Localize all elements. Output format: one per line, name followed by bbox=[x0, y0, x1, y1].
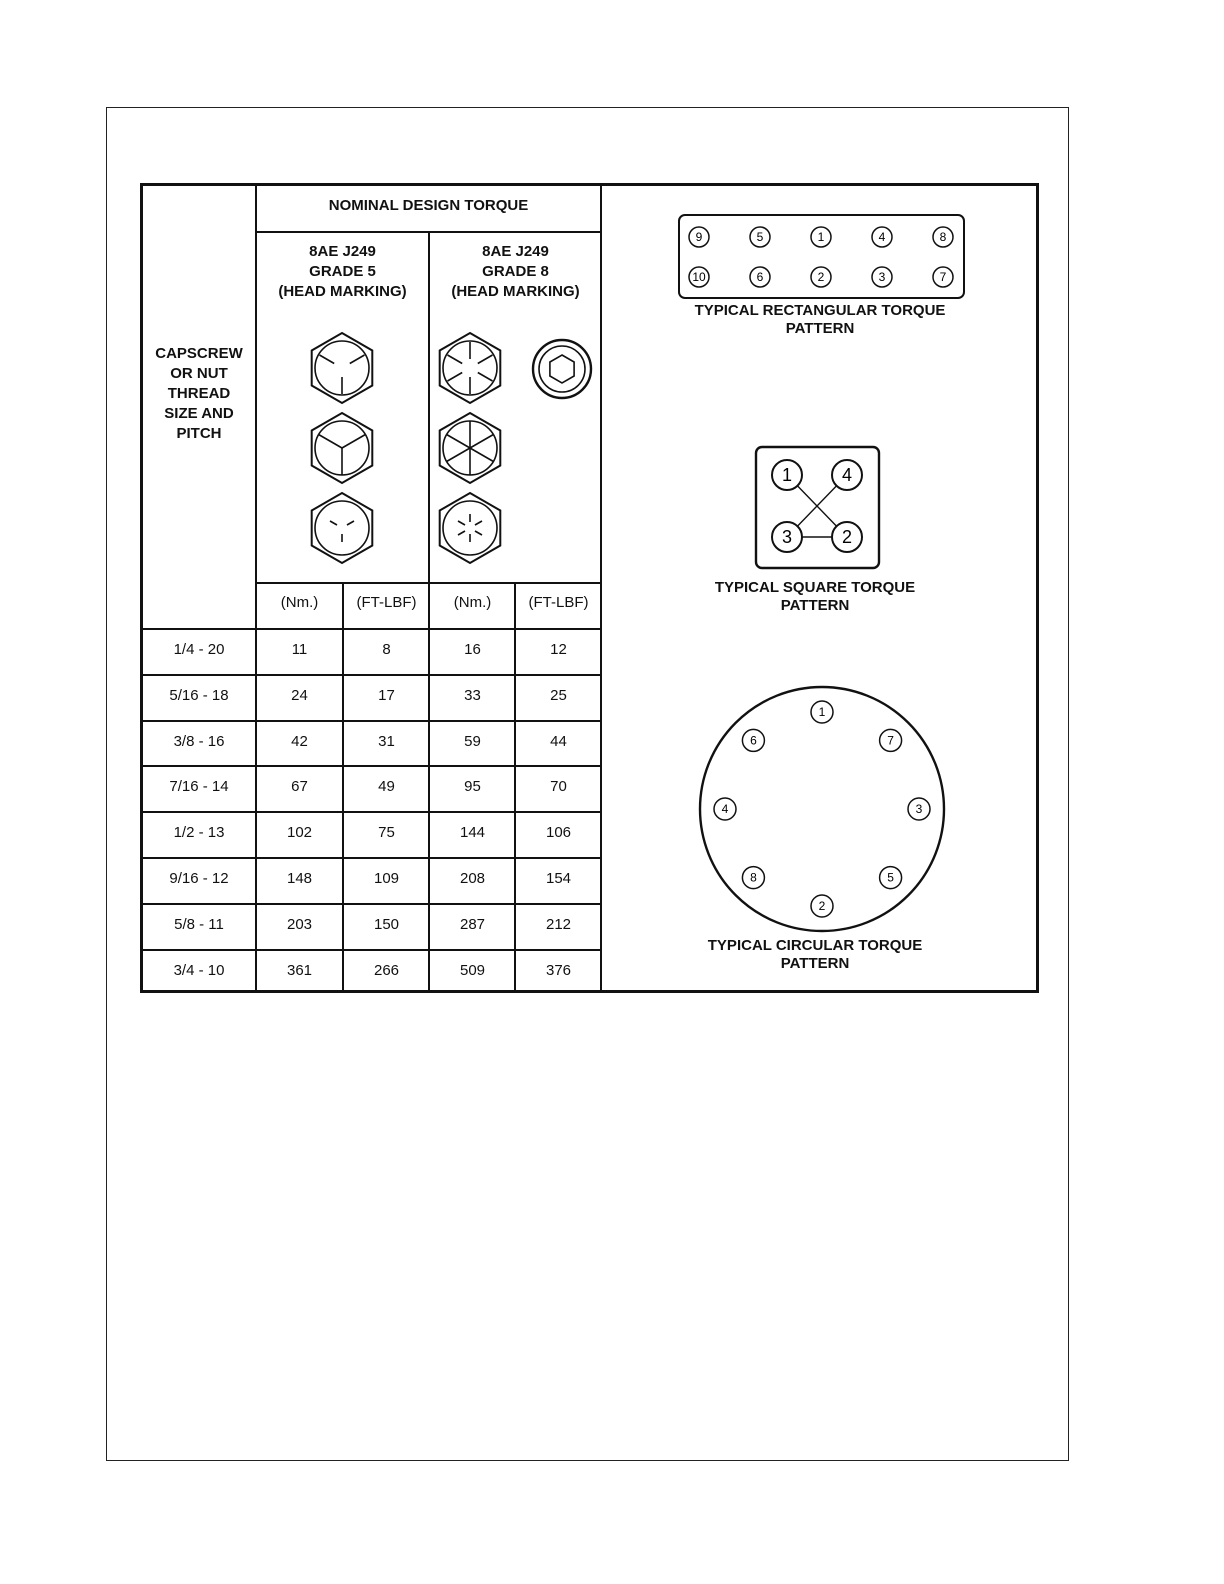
torque-figure bbox=[140, 183, 1039, 993]
hex-bolt-six-dash-marks-icon bbox=[437, 492, 503, 564]
bolt-position-5 bbox=[750, 227, 770, 247]
bolt-position-1 bbox=[772, 460, 802, 490]
square-pattern-label: TYPICAL SQUARE TORQUE PATTERN bbox=[714, 579, 916, 614]
torque-value-cell: 203 bbox=[286, 915, 313, 933]
bolt-position-6 bbox=[742, 729, 764, 751]
row-divider bbox=[143, 628, 602, 630]
svg-text:5: 5 bbox=[887, 870, 894, 885]
torque-value-cell: 44 bbox=[550, 732, 567, 750]
bolt-position-8 bbox=[933, 227, 953, 247]
svg-text:9: 9 bbox=[695, 230, 703, 244]
torque-value-cell: 70 bbox=[550, 778, 567, 796]
row-divider bbox=[143, 949, 602, 951]
hex-bolt-six-lines-icon bbox=[437, 412, 503, 484]
torque-value-cell: 212 bbox=[545, 915, 572, 933]
hex-bolt-six-radial-marks-icon bbox=[437, 332, 503, 404]
bolt-position-10 bbox=[689, 267, 709, 287]
torque-value-cell: 33 bbox=[464, 686, 481, 704]
svg-text:8: 8 bbox=[939, 230, 947, 244]
svg-text:7: 7 bbox=[939, 270, 947, 284]
thread-size-cell: 5/8 - 11 bbox=[174, 915, 224, 933]
rectangular-torque-pattern-diagram bbox=[677, 213, 967, 301]
torque-value-cell: 49 bbox=[378, 778, 395, 796]
bolt-position-6 bbox=[750, 267, 770, 287]
bolt-position-8 bbox=[742, 867, 764, 889]
bolt-position-2 bbox=[832, 522, 862, 552]
bolt-position-2 bbox=[811, 267, 831, 287]
svg-text:2: 2 bbox=[817, 270, 825, 284]
torque-value-cell: 59 bbox=[464, 732, 481, 750]
torque-value-cell: 24 bbox=[291, 686, 308, 704]
square-torque-pattern-diagram bbox=[754, 445, 882, 571]
svg-text:8: 8 bbox=[750, 870, 757, 885]
circular-torque-pattern-diagram bbox=[697, 684, 947, 934]
torque-value-cell: 150 bbox=[373, 915, 400, 933]
svg-text:1: 1 bbox=[818, 705, 826, 719]
svg-text:4: 4 bbox=[721, 802, 729, 816]
torque-value-cell: 67 bbox=[291, 778, 308, 796]
torque-value-cell: 148 bbox=[286, 870, 313, 887]
torque-value-cell: 12 bbox=[550, 641, 567, 658]
thread-size-cell: 5/16 - 18 bbox=[169, 686, 229, 704]
thread-size-cell: 7/16 - 14 bbox=[169, 778, 229, 796]
torque-value-cell: 144 bbox=[459, 824, 486, 842]
bolt-position-4 bbox=[714, 798, 736, 820]
bolt-position-2 bbox=[811, 895, 833, 917]
bolt-position-7 bbox=[880, 729, 902, 751]
bolt-position-5 bbox=[880, 867, 902, 889]
bolt-position-3 bbox=[908, 798, 930, 820]
svg-text:3: 3 bbox=[915, 802, 923, 816]
bolt-position-1 bbox=[811, 701, 833, 723]
svg-text:3: 3 bbox=[878, 270, 886, 284]
svg-text:2: 2 bbox=[841, 527, 853, 547]
hex-bolt-three-lines-icon bbox=[309, 412, 375, 484]
svg-text:4: 4 bbox=[878, 230, 886, 244]
torque-value-cell: 287 bbox=[459, 915, 486, 933]
circular-pattern-label: TYPICAL CIRCULAR TORQUE PATTERN bbox=[707, 937, 923, 972]
torque-value-cell: 31 bbox=[378, 732, 395, 750]
hex-bolt-three-radial-marks-icon bbox=[309, 332, 375, 404]
torque-value-cell: 266 bbox=[373, 961, 400, 979]
header-grade8: 8AE J249 GRADE 8 (HEAD MARKING) bbox=[451, 243, 580, 300]
torque-value-cell: 376 bbox=[545, 961, 572, 979]
torque-value-cell: 75 bbox=[378, 824, 395, 842]
torque-value-cell: 11 bbox=[291, 641, 308, 658]
svg-text:1: 1 bbox=[817, 230, 825, 244]
svg-text:6: 6 bbox=[750, 733, 757, 748]
torque-value-cell: 509 bbox=[459, 961, 486, 979]
svg-text:6: 6 bbox=[756, 270, 764, 284]
torque-value-cell: 361 bbox=[286, 961, 313, 979]
unit-header: (FT-LBF) bbox=[528, 594, 589, 611]
row-divider bbox=[143, 674, 602, 676]
thread-size-cell: 1/2 - 13 bbox=[173, 824, 225, 842]
torque-value-cell: 16 bbox=[464, 641, 481, 658]
header-grade5: 8AE J249 GRADE 5 (HEAD MARKING) bbox=[278, 243, 407, 300]
rectangular-pattern-label: TYPICAL RECTANGULAR TORQUE PATTERN bbox=[694, 302, 946, 337]
svg-text:2: 2 bbox=[818, 899, 826, 913]
divider bbox=[255, 582, 602, 584]
torque-value-cell: 25 bbox=[550, 686, 567, 704]
torque-value-cell: 8 bbox=[382, 641, 391, 658]
torque-value-cell: 109 bbox=[373, 870, 400, 887]
bolt-position-4 bbox=[872, 227, 892, 247]
row-divider bbox=[143, 765, 602, 767]
torque-value-cell: 154 bbox=[545, 870, 572, 887]
bolt-position-9 bbox=[689, 227, 709, 247]
svg-text:3: 3 bbox=[781, 527, 793, 547]
socket-head-hex-icon bbox=[531, 338, 593, 400]
torque-value-cell: 106 bbox=[545, 824, 572, 842]
header-nominal-design-torque: NOMINAL DESIGN TORQUE bbox=[328, 197, 529, 214]
row-divider bbox=[143, 720, 602, 722]
hex-bolt-three-dash-marks-icon bbox=[309, 492, 375, 564]
unit-header: (Nm.) bbox=[280, 594, 319, 611]
thread-size-cell: 1/4 - 20 bbox=[173, 641, 225, 658]
svg-text:1: 1 bbox=[781, 465, 793, 485]
unit-header: (FT-LBF) bbox=[356, 594, 417, 611]
divider bbox=[255, 231, 602, 233]
torque-value-cell: 42 bbox=[291, 732, 308, 750]
svg-text:10: 10 bbox=[692, 270, 706, 284]
svg-text:7: 7 bbox=[887, 733, 894, 748]
row-divider bbox=[143, 903, 602, 905]
svg-text:5: 5 bbox=[756, 230, 764, 244]
bolt-position-3 bbox=[772, 522, 802, 552]
unit-header: (Nm.) bbox=[453, 594, 492, 611]
bolt-position-4 bbox=[832, 460, 862, 490]
bolt-position-3 bbox=[872, 267, 892, 287]
header-thread-size: CAPSCREW OR NUT THREAD SIZE AND PITCH bbox=[155, 345, 243, 442]
torque-value-cell: 17 bbox=[378, 686, 395, 704]
row-divider bbox=[143, 857, 602, 859]
torque-value-cell: 208 bbox=[459, 870, 486, 887]
torque-value-cell: 95 bbox=[464, 778, 481, 796]
bolt-position-7 bbox=[933, 267, 953, 287]
bolt-position-1 bbox=[811, 227, 831, 247]
row-divider bbox=[143, 811, 602, 813]
torque-value-cell: 102 bbox=[286, 824, 313, 842]
thread-size-cell: 9/16 - 12 bbox=[169, 870, 229, 887]
thread-size-cell: 3/8 - 16 bbox=[173, 732, 225, 750]
thread-size-cell: 3/4 - 10 bbox=[173, 961, 225, 979]
svg-text:4: 4 bbox=[841, 465, 853, 485]
